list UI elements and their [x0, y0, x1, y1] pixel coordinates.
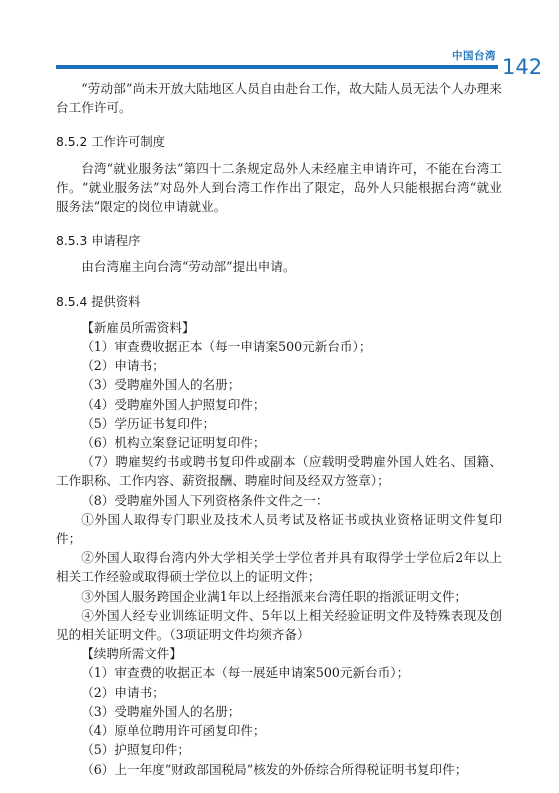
list-item: （5）护照复印件； — [81, 742, 190, 758]
section-heading-8-5-3: 8.5.3 申请程序 — [56, 234, 141, 249]
list-item: （1）审查费收据正本（每一申请案500元新台币）； — [81, 339, 372, 355]
list-item: （4）受聘雇外国人护照复印件； — [81, 396, 266, 412]
list-item: （3）受聘雇外国人的名册； — [81, 703, 241, 719]
list-item: （2）申请书； — [81, 684, 165, 700]
new-employee-label: 【新雇员所需资料】 — [81, 319, 195, 335]
list-item: （3）受聘雇外国人的名册； — [81, 377, 241, 393]
section-heading-8-5-2: 8.5.2 工作许可制度 — [56, 135, 165, 150]
list-item: （6）机构立案登记证明复印件； — [81, 435, 266, 451]
running-header-title: 中国台湾 — [452, 50, 496, 62]
condition-item: ④外国人经专业训练证明文件、5年以上相关经验证明文件及特殊表现及创见的相关证明文件。（3项证明文件均须齐备） — [56, 607, 502, 643]
page-body — [56, 79, 502, 779]
list-item: （4）原单位聘用许可函复印件； — [81, 723, 266, 739]
list-item: （8）受聘雇外国人下列资格条件文件之一： — [81, 492, 329, 508]
section-body-8-5-2: 台湾“就业服务法”第四十二条规定岛外人未经雇主申请许可，不能在台湾工作。“就业服务法”对岛外人到台湾工作作出了限定，岛外人只能根据台湾“就业服务法”限定的岗位申请就业。 — [56, 160, 502, 215]
section-heading-8-5-4: 8.5.4 提供资料 — [56, 294, 141, 309]
list-item: （2）申请书； — [81, 358, 165, 374]
intro-paragraph: “劳动部”尚未开放大陆地区人员自由赴台工作，故大陆人员无法个人办理来台工作许可。 — [56, 81, 502, 116]
header-rule — [56, 65, 498, 69]
section-body-8-5-3: 由台湾雇主向台湾“劳动部”提出申请。 — [81, 259, 296, 275]
list-item: （7）聘雇契约书或聘书复印件或副本（应载明受聘雇外国人姓名、国籍、工作职称、工作内容、薪资报酬、聘雇时间及经双方签章）； — [56, 454, 502, 489]
list-item: （5）学历证书复印件； — [81, 415, 216, 431]
renewal-label: 【续聘所需文件】 — [81, 646, 182, 662]
condition-item: ①外国人取得专门职业及技术人员考试及格证书或执业资格证明文件复印件； — [56, 511, 502, 547]
list-item: （6）上一年度“财政部国税局”核发的外侨综合所得税证明书复印件； — [81, 761, 468, 777]
list-item: （1）审查费的收据正本（每一展延申请案500元新台币）； — [81, 665, 410, 681]
condition-item: ②外国人取得台湾内外大学相关学士学位者并具有取得学士学位后2年以上相关工作经验或取得硕士学位以上的证明文件； — [56, 550, 502, 585]
page-number: 142 — [502, 55, 543, 79]
condition-item: ③外国人服务跨国企业满1年以上经指派来台湾任职的指派证明文件； — [81, 588, 468, 604]
